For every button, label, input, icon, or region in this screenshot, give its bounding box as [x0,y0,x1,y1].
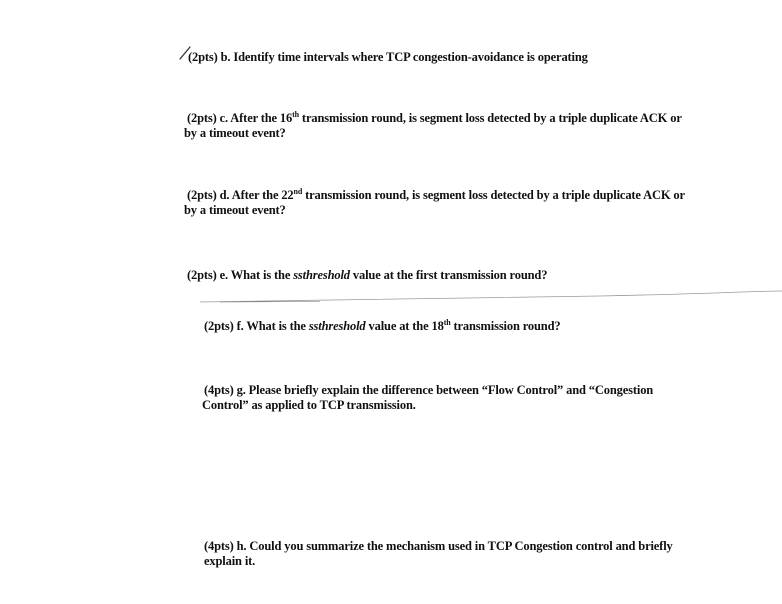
question-f-prefix: (2pts) f. What is the [204,319,309,333]
question-f [204,319,561,334]
question-g [204,383,653,413]
question-h [204,539,673,569]
question-b [188,50,588,65]
question-d [184,186,685,218]
question-c-suffix: transmission round, is segment loss detected by a triple duplicate ACK or [298,111,682,125]
question-c-line2: by a timeout event? [184,126,286,140]
question-c [184,109,682,141]
question-f-mid: value at the 18 [365,319,444,333]
question-b-text: (2pts) b. Identify time intervals where TCP congestion-avoidance is operating [188,50,588,64]
question-c-sup: th [292,109,299,119]
question-e-prefix: (2pts) e. What is the [187,268,294,282]
question-d-prefix: (2pts) d. After the 22 [187,188,294,202]
question-d-suffix: transmission round, is segment loss detected by a triple duplicate ACK or [302,188,685,202]
question-e-suffix: value at the first transmission round? [349,268,548,282]
question-f-suffix: transmission round? [450,319,561,333]
question-d-sup: nd [293,186,303,196]
question-c-prefix: (2pts) c. After the 16 [187,111,293,125]
question-g-line2: Control” as applied to TCP transmission. [202,398,416,412]
question-g-line1: (4pts) g. Please briefly explain the difference between “Flow Control” and “Congestion [204,383,654,397]
question-f-sup: th [443,317,451,327]
question-e-term: ssthreshold [293,268,350,282]
question-c-line1 [187,111,682,126]
question-e [187,268,547,283]
scan-artifact-line [200,289,782,303]
question-h-line2: explain it. [204,554,256,568]
question-d-line1 [187,188,685,203]
question-d-line2: by a timeout event? [184,203,286,217]
question-f-term: ssthreshold [308,319,366,333]
question-h-line1: (4pts) h. Could you summarize the mechanism used in TCP Congestion control and briefly [204,539,673,553]
